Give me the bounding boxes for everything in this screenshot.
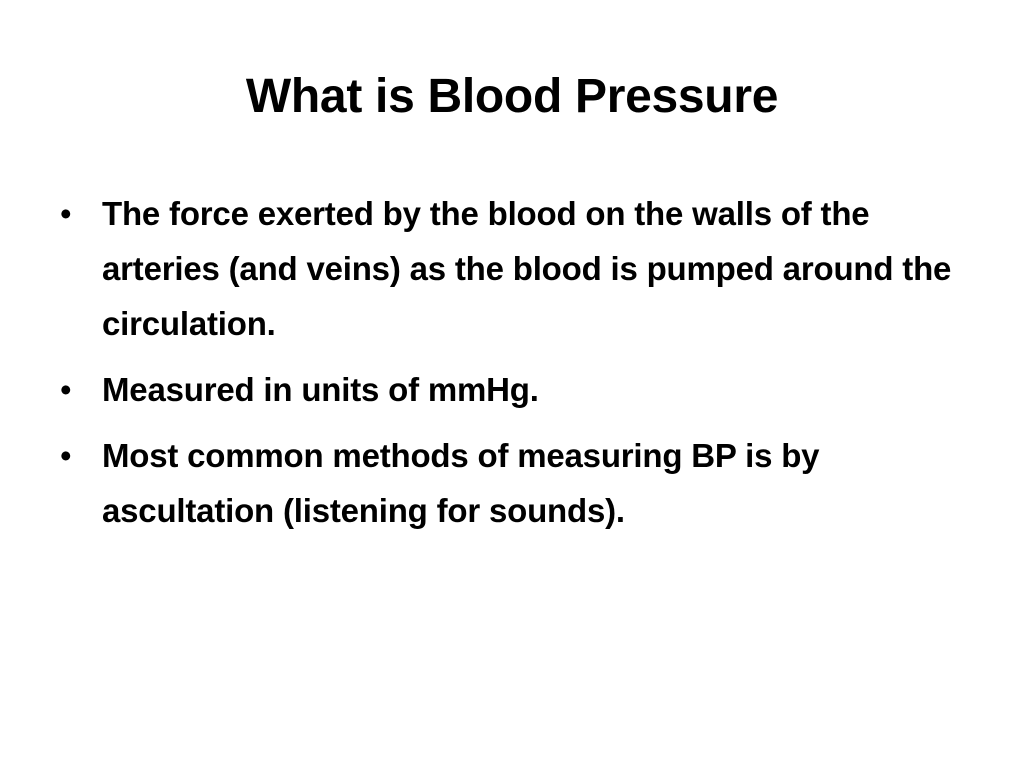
bullet-item	[60, 186, 960, 351]
bullet-text: The force exerted by the blood on the walls of the arteries (and veins) as the blood is pumped around the circulation.	[102, 195, 952, 342]
bullet-list	[60, 186, 960, 549]
bullet-icon: •	[60, 195, 72, 232]
bullet-item	[60, 362, 960, 417]
bullet-icon: •	[60, 437, 72, 474]
bullet-text: Most common methods of measuring BP is by ascultation (listening for sounds).	[102, 437, 820, 529]
bullet-item	[60, 428, 960, 538]
slide-title: What is Blood Pressure	[245, 70, 779, 123]
bullet-text: Measured in units of mmHg.	[102, 371, 539, 408]
bullet-icon: •	[60, 371, 72, 408]
